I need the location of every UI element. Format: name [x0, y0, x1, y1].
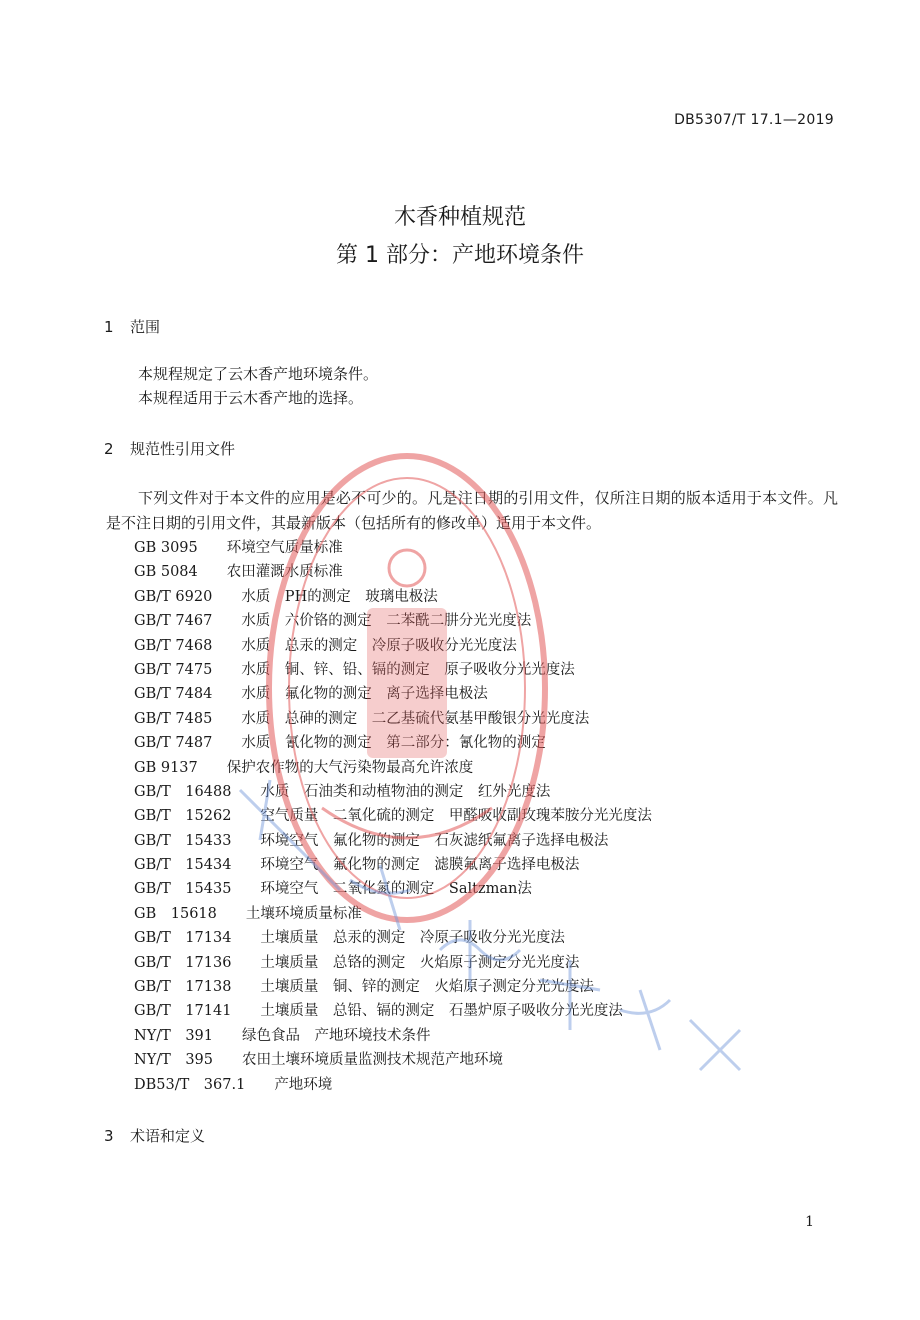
standard-code: DB5307/T 17.1—2019 — [674, 112, 834, 128]
reference-item — [134, 560, 814, 584]
reference-code: GB/T 17141 — [134, 1003, 232, 1020]
reference-item — [134, 1073, 814, 1097]
reference-item — [134, 999, 814, 1023]
reference-code: GB/T 15433 — [134, 832, 232, 849]
reference-code: GB 9137 — [134, 759, 198, 776]
reference-item — [134, 902, 814, 926]
reference-item — [134, 536, 814, 560]
reference-title: 环境空气 氟化物的测定 石灰滤纸氟离子选择电极法 — [260, 832, 609, 849]
reference-code: GB/T 7484 — [134, 686, 213, 703]
reference-list — [134, 536, 814, 1097]
reference-item — [134, 829, 814, 853]
section-number: 3 — [104, 1127, 114, 1145]
reference-code: GB/T 17136 — [134, 954, 232, 971]
reference-item — [134, 1048, 814, 1072]
reference-code: GB/T 17138 — [134, 979, 232, 996]
reference-item — [134, 926, 814, 950]
reference-item — [134, 877, 814, 901]
reference-code: GB 5084 — [134, 564, 198, 581]
reference-code: GB/T 7485 — [134, 710, 213, 727]
reference-title: 土壤质量 总汞的测定 冷原子吸收分光光度法 — [260, 930, 565, 947]
reference-title: 水质 铜、锌、铅、镉的测定 原子吸收分光光度法 — [241, 661, 575, 678]
reference-code: GB/T 15262 — [134, 808, 232, 825]
reference-item — [134, 780, 814, 804]
reference-title: 土壤环境质量标准 — [245, 905, 362, 922]
reference-title: 绿色食品 产地环境技术条件 — [242, 1027, 431, 1044]
reference-title: 水质 石油类和动植物油的测定 红外光度法 — [260, 783, 551, 800]
reference-title: 环境空气 氟化物的测定 滤膜氟离子选择电极法 — [260, 857, 580, 874]
section-title: 规范性引用文件 — [130, 440, 236, 458]
reference-title: 产地环境 — [274, 1076, 333, 1093]
section-heading-terms — [104, 1125, 205, 1146]
reference-code: GB/T 16488 — [134, 783, 232, 800]
reference-title: 环境空气 二氧化氮的测定 Saltzman法 — [260, 881, 532, 898]
reference-code: GB 3095 — [134, 540, 198, 556]
reference-item — [134, 707, 814, 731]
scope-line-2: 本规程适用于云木香产地的选择。 — [138, 389, 364, 407]
reference-title: 保护农作物的大气污染物最高允许浓度 — [226, 759, 474, 776]
document-title: 木香种植规范 — [393, 205, 526, 230]
reference-code: GB/T 17134 — [134, 930, 232, 947]
reference-title: 空气质量 二氧化硫的测定 甲醛吸收副玫瑰苯胺分光光度法 — [260, 808, 652, 825]
reference-item — [134, 634, 814, 658]
reference-code: GB/T 7475 — [134, 661, 213, 678]
reference-item — [134, 975, 814, 999]
reference-code: NY/T 395 — [134, 1052, 213, 1069]
section-title: 范围 — [130, 318, 161, 336]
scope-line-1: 本规程规定了云木香产地环境条件。 — [138, 365, 379, 383]
section-title: 术语和定义 — [130, 1127, 206, 1145]
reference-title: 土壤质量 总铬的测定 火焰原子测定分光光度法 — [260, 954, 580, 971]
reference-title: 水质 PH的测定 玻璃电极法 — [241, 588, 438, 605]
reference-code: GB/T 6920 — [134, 588, 213, 605]
reference-code: NY/T 391 — [134, 1027, 213, 1044]
section-number: 1 — [104, 318, 114, 336]
reference-title: 土壤质量 总铅、镉的测定 石墨炉原子吸收分光光度法 — [260, 1003, 623, 1020]
reference-title: 环境空气质量标准 — [226, 540, 343, 556]
reference-title: 水质 总汞的测定 冷原子吸收分光光度法 — [241, 637, 517, 654]
normative-intro-paragraph: 下列文件对于本文件的应用是必不可少的。凡是注日期的引用文件，仅所注日期的版本适用于本文件。凡是不注日期的引用文件，其最新版本（包括所有的修改单）适用于本文件。 — [106, 489, 838, 532]
reference-item — [134, 731, 814, 755]
reference-title: 农田灌溉水质标准 — [226, 564, 343, 581]
section-number: 2 — [104, 440, 114, 458]
reference-code: GB/T 7468 — [134, 637, 213, 654]
section-heading-scope — [104, 316, 160, 337]
reference-title: 水质 总砷的测定 二乙基硫代氨基甲酸银分光光度法 — [241, 710, 590, 727]
reference-title: 水质 六价铬的测定 二苯酰二肼分光光度法 — [241, 613, 532, 630]
reference-item — [134, 585, 814, 609]
document-subtitle: 第 1 部分：产地环境条件 — [336, 243, 584, 268]
page-number: 1 — [805, 1214, 814, 1230]
reference-item — [134, 951, 814, 975]
reference-item — [134, 658, 814, 682]
reference-item — [134, 1024, 814, 1048]
reference-title: 农田土壤环境质量监测技术规范产地环境 — [242, 1052, 503, 1069]
reference-code: DB53/T 367.1 — [134, 1076, 246, 1093]
reference-code: GB/T 7467 — [134, 613, 213, 630]
reference-item — [134, 609, 814, 633]
reference-title: 水质 氰化物的测定 第二部分：氰化物的测定 — [241, 735, 546, 752]
reference-code: GB/T 7487 — [134, 735, 213, 752]
reference-item — [134, 682, 814, 706]
section-heading-normative-references — [104, 438, 235, 459]
reference-title: 水质 氟化物的测定 离子选择电极法 — [241, 686, 488, 703]
reference-item — [134, 804, 814, 828]
reference-code: GB 15618 — [134, 905, 217, 922]
reference-code: GB/T 15434 — [134, 857, 232, 874]
reference-code: GB/T 15435 — [134, 881, 232, 898]
reference-item — [134, 853, 814, 877]
reference-item — [134, 756, 814, 780]
reference-title: 土壤质量 铜、锌的测定 火焰原子测定分光光度法 — [260, 979, 594, 996]
